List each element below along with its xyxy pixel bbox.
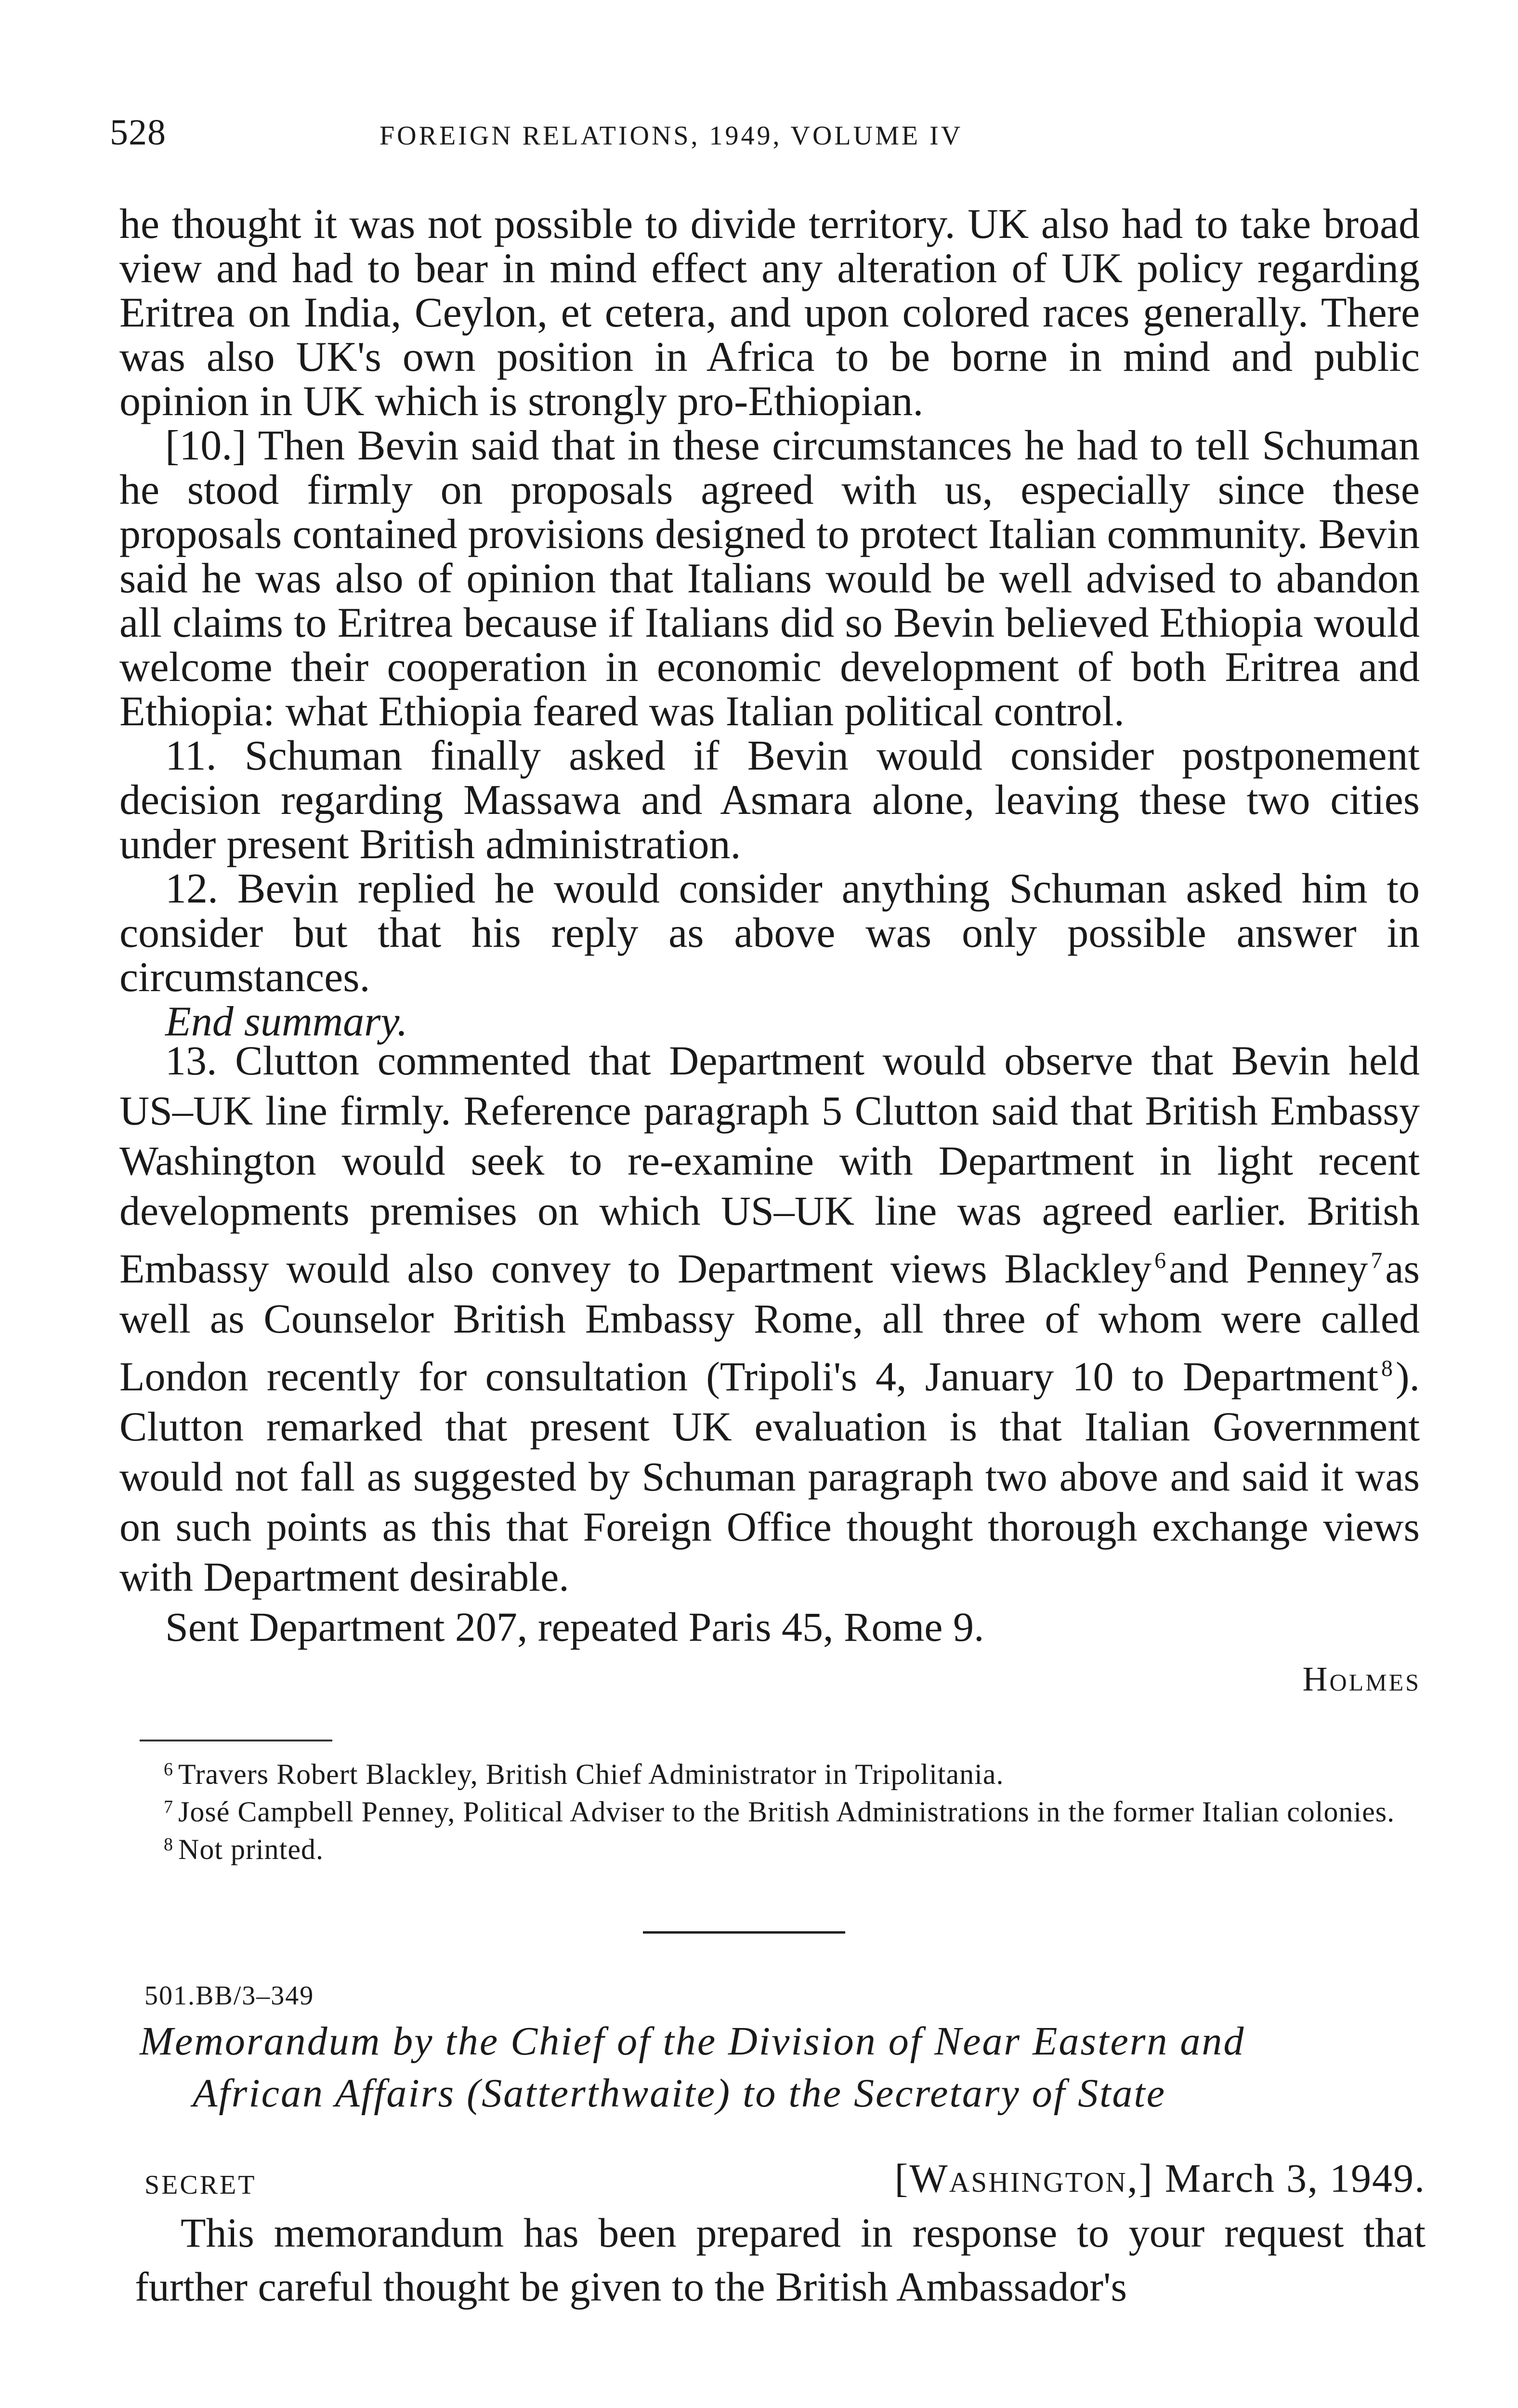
footnote-ref-7[interactable]: 7 [1371,1248,1383,1273]
footnote-7 [130,1791,1416,1828]
page-header [110,112,1425,165]
paragraph-13-part-d: ). Clutton remarked that present UK evaluation is that Italian Government would not fall as suggested by Schuman paragraph two above and said it was on such points as this that Foreign Office thought thorough exchange views with Department desirable. [119,1353,1420,1600]
end-summary-label: End summary. [165,998,408,1045]
footnote-ref-6[interactable]: 6 [1154,1248,1166,1273]
footnote-text: Travers Robert Blackley, British Chief Administrator in Tripolitania. [178,1758,1004,1790]
file-number: 501.BB/3–349 [144,1981,314,2011]
signature: Holmes [1302,1660,1421,1698]
paragraph-13 [119,1035,1420,1602]
running-head: FOREIGN RELATIONS, 1949, VOLUME IV [380,121,963,151]
memo-title-line-2: African Affairs (Satterthwaite) to the Secretary of State [193,2071,1166,2116]
page-number: 528 [110,112,166,153]
dateline [722,2155,1426,2202]
paragraph-13-part-a: 13. Clutton commented that Department would observe that Bevin held US–UK line firmly. Reference paragraph 5 Clutton said that British Embassy Washington would seek to re-examine with Department in light recent developments premises on which US–UK line was agreed earlier. British Embassy would also convey to Department views Blackley [119,1037,1420,1292]
paragraph-13-part-c: as well as Counselor British Embassy Rome, all three of whom were called London recently for consultation (Tripoli's 4, January 10 to Department [119,1245,1420,1400]
footnote-mark: 6 [164,1759,173,1780]
summary-section [119,202,1420,1044]
paragraph-11: 11. Schuman finally asked if Bevin would consider postponement decision regarding Massawa and Asmara alone, leaving these two cities under present British administration. [119,733,1420,868]
footnote-mark: 8 [164,1834,173,1855]
footnote-text: José Campbell Penney, Political Adviser to the British Administrations in the former Italian colonies. [178,1796,1395,1828]
paragraph-10: [10.] Then Bevin said that in these circumstances he had to tell Schuman he stood firmly on proposals agreed with us, especially since these proposals contained provisions designed to protect Italian community. Bevin said he was also of opinion that Italians would be well advised to abandon all claims to Eritrea because if Italians did so Bevin believed Ethiopia would welcome their cooperation in economic development of both Eritrea and Ethiopia: what Ethiopia feared was Italian political control. [119,422,1420,735]
memo-title [140,2015,1426,2120]
dateline-place: [Washington,] [894,2156,1154,2201]
sent-line: Sent Department 207, repeated Paris 45, Rome 9. [165,1604,984,1650]
memo-body [135,2206,1426,2314]
footnote-ref-8[interactable]: 8 [1381,1356,1393,1381]
footnotes [130,1753,1416,1866]
footnote-8 [130,1828,1416,1866]
footnote-mark: 7 [164,1797,173,1817]
footnote-text: Not printed. [178,1833,324,1865]
memo-title-line-1: Memorandum by the Chief of the Division of Near Eastern and [140,2019,1245,2064]
paragraph-13-block [119,1035,1420,1652]
classification-label: SECRET [144,2170,257,2200]
section-divider [643,1931,845,1934]
footnote-6 [130,1753,1416,1791]
paragraph-12: 12. Bevin replied he would consider anything Schuman asked him to consider but that his reply as above was only possible answer in circumstances. [119,865,1420,1001]
paragraph-13-part-b: and Penney [1169,1245,1368,1292]
memo-body-paragraph: This memorandum has been prepared in response to your request that further careful thought be given to the British Ambassador's [135,2210,1426,2310]
footnote-divider [140,1740,332,1741]
continuation-paragraph: he thought it was not possible to divide territory. UK also had to take broad view and had to bear in mind effect any alteration of UK policy regarding Eritrea on India, Ceylon, et cetera, and upon colored races generally. There was also UK's own position in Africa to be borne in mind and public opinion in UK which is strongly pro-Ethiopian. [119,201,1420,425]
dateline-date: March 3, 1949. [1165,2156,1426,2201]
